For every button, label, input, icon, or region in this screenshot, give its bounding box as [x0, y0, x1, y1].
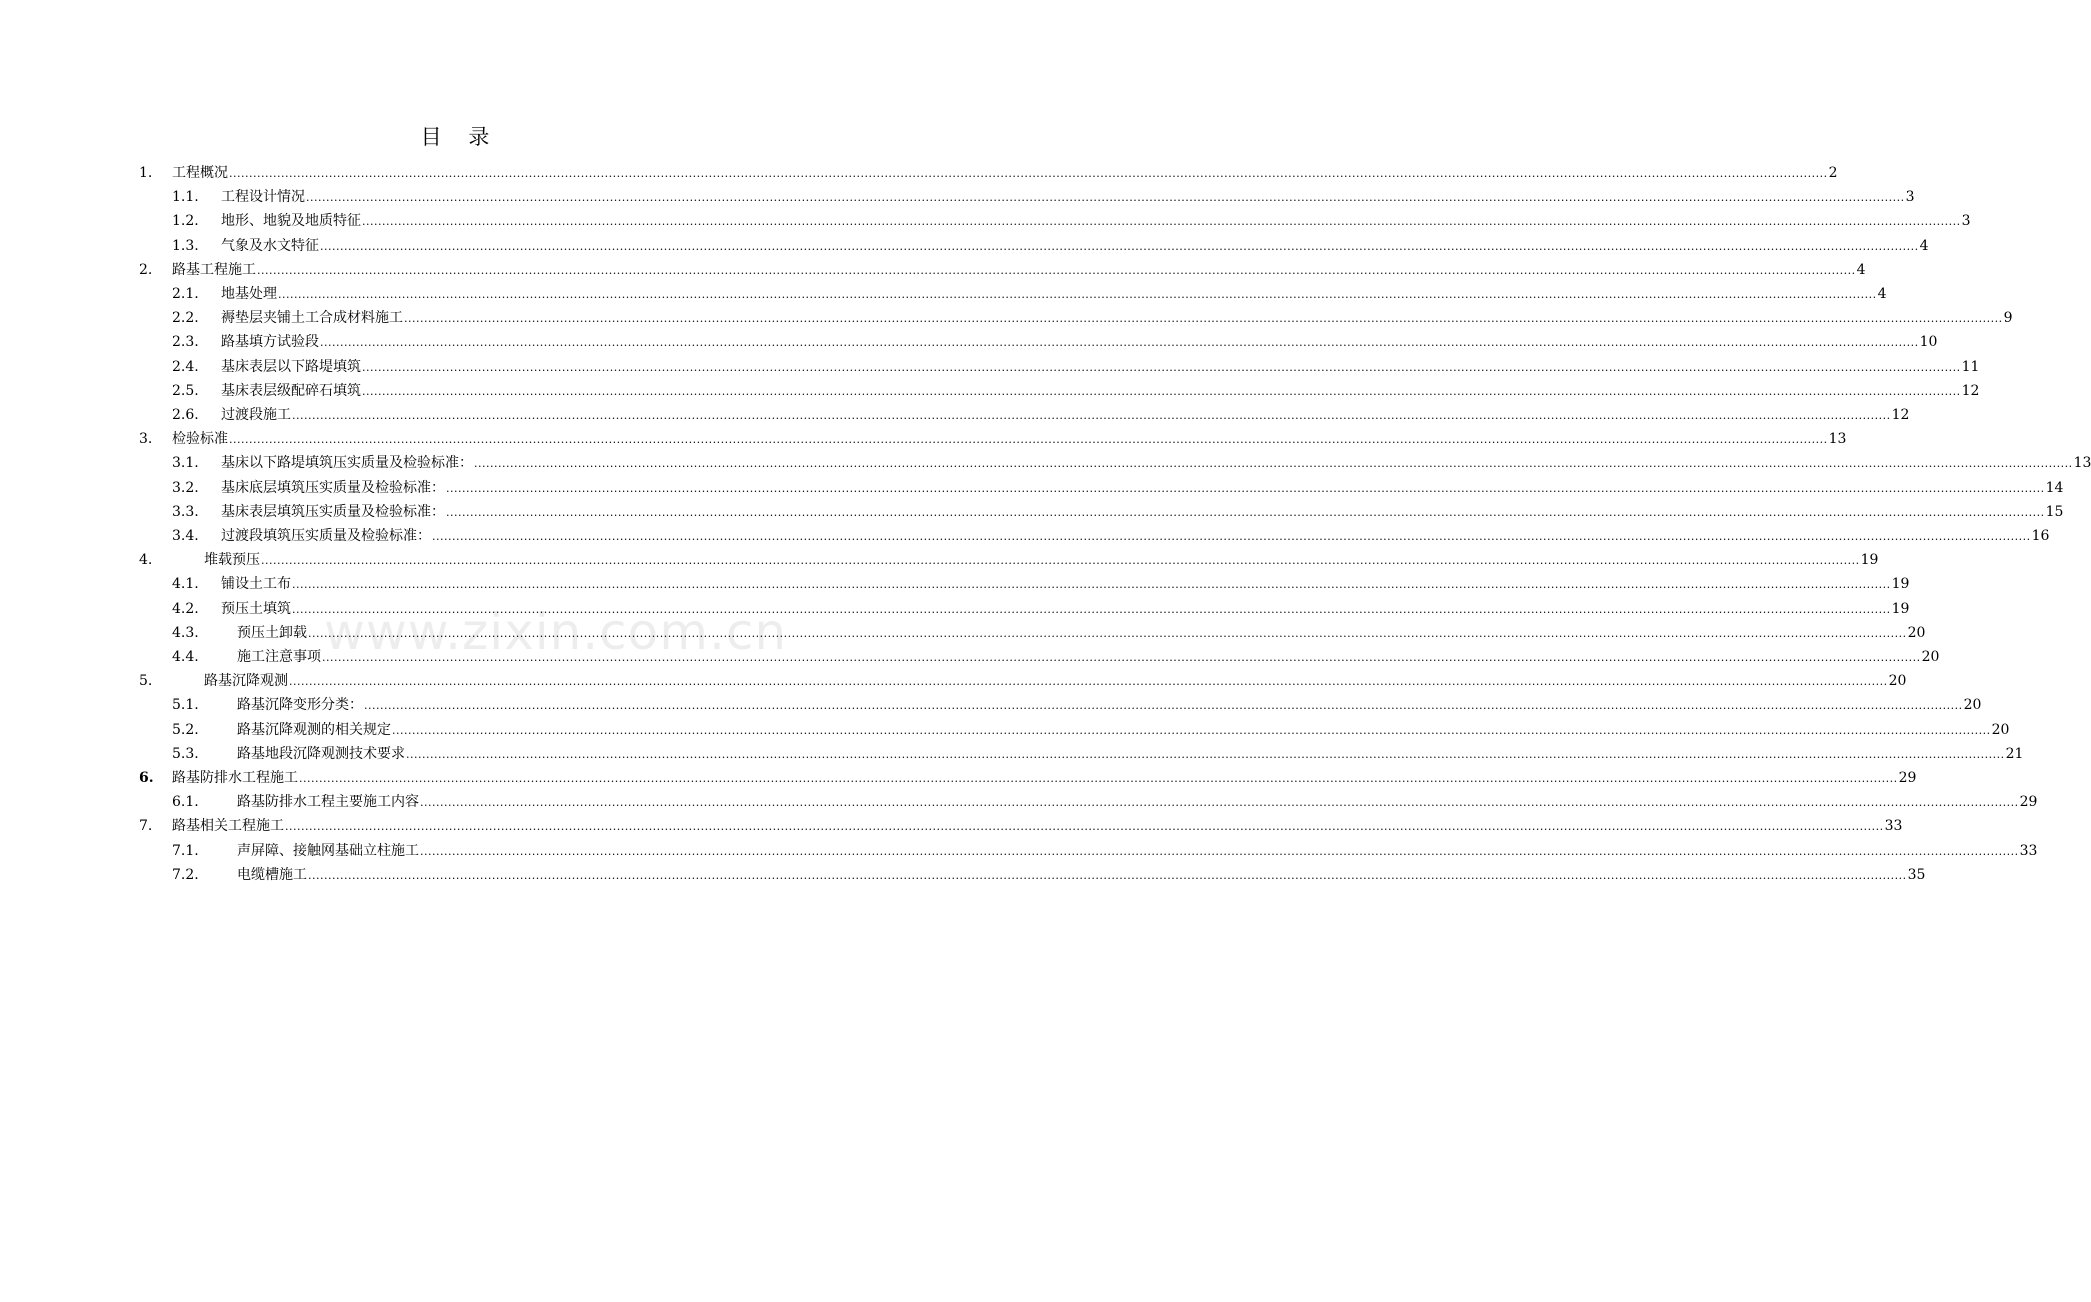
toc-entry[interactable] — [0, 427, 1847, 451]
toc-entry-number: 4.1. — [172, 576, 199, 593]
toc-entry-label[interactable] — [237, 621, 1926, 645]
toc-entry-text: 基床底层填筑压实质量及检验标准： — [221, 479, 445, 496]
toc-entry-number: 2.6. — [172, 407, 199, 423]
toc-entry-number: 2.1. — [172, 286, 199, 302]
toc-entry[interactable] — [0, 282, 1887, 306]
toc-entry-label[interactable] — [221, 572, 1910, 596]
toc-leader-dots: ................................................................................................................................................................................................................................................................................................................................................................................................................ — [362, 384, 1961, 398]
toc-entry-number: 7. — [139, 818, 153, 835]
toc-entry-text: 声屏障、接触网基础立柱施工 — [237, 842, 419, 859]
toc-entry-label[interactable] — [221, 500, 2064, 524]
toc-entry-number: 2.4. — [172, 358, 199, 375]
toc-entry-label[interactable] — [204, 548, 1879, 572]
toc-entry-text: 路基工程施工 — [172, 261, 256, 278]
toc-entry-text: 路基地段沉降观测技术要求 — [237, 745, 405, 762]
toc-entry-text: 气象及水文特征 — [221, 237, 319, 254]
toc-entry-text: 工程设计情况 — [221, 189, 305, 206]
toc-entry[interactable] — [0, 500, 2064, 524]
toc-entry[interactable] — [0, 306, 2013, 330]
toc-entry-label[interactable] — [237, 718, 2010, 742]
toc-entry-page: 10 — [1919, 334, 1938, 351]
toc-leader-dots: ................................................................................................................................................................................................................................................................................................................................................................................................................ — [362, 360, 1961, 374]
toc-leader-dots: ................................................................................................................................................................................................................................................................................................................................................................................................................ — [320, 239, 1919, 253]
toc-entry-text: 铺设土工布 — [221, 576, 291, 593]
toc-entry-text: 路基沉降变形分类： — [237, 697, 363, 714]
toc-leader-dots: ................................................................................................................................................................................................................................................................................................................................................................................................................ — [404, 312, 2003, 326]
toc-entry-label[interactable] — [221, 185, 1915, 209]
toc-entry-page: 19 — [1860, 552, 1879, 569]
toc-entry-label[interactable] — [221, 234, 1929, 258]
toc-entry-label[interactable] — [172, 427, 1847, 451]
toc-leader-dots: ................................................................................................................................................................................................................................................................................................................................................................................................................ — [278, 288, 1877, 301]
toc-entry-number: 1.3. — [172, 237, 199, 254]
toc-entry-number: 7.2. — [172, 866, 199, 883]
toc-entry[interactable] — [0, 693, 1982, 717]
toc-entry[interactable] — [0, 863, 1926, 887]
toc-entry-page: 20 — [1888, 673, 1907, 690]
toc-entry-page: 20 — [1963, 697, 1982, 714]
toc-entry-label[interactable] — [237, 839, 2038, 863]
toc-entry-label[interactable] — [172, 814, 1903, 838]
toc-entry[interactable] — [0, 330, 1938, 354]
toc-entry-text: 基床表层填筑压实质量及检验标准： — [221, 503, 445, 520]
toc-entry-label[interactable] — [221, 524, 2050, 548]
toc-entry-text: 路基防排水工程施工 — [172, 770, 298, 786]
toc-entry[interactable] — [0, 839, 2038, 863]
toc-leader-dots: ................................................................................................................................................................................................................................................................................................................................................................................................................ — [292, 578, 1891, 592]
toc-entry-text: 基床表层级配碎石填筑 — [221, 382, 361, 399]
toc-entry-number: 3.1. — [172, 455, 199, 472]
toc-entry-page: 14 — [2045, 479, 2064, 496]
toc-entry-page: 9 — [2003, 310, 2013, 327]
toc-entry-number: 3.3. — [172, 503, 199, 520]
toc-entry-text: 堆载预压 — [204, 552, 260, 569]
toc-entry-number: 6. — [139, 770, 154, 786]
toc-entry-page: 20 — [1907, 624, 1926, 641]
toc-entry-page: 4 — [1877, 286, 1887, 302]
toc-entry-label[interactable] — [221, 476, 2064, 500]
toc-entry-text: 工程概况 — [172, 165, 228, 181]
toc-entry-page: 3 — [1961, 213, 1971, 230]
toc-entry-page: 13 — [2073, 455, 2091, 472]
watermark: www.zixin.com.cn — [324, 603, 788, 661]
toc-leader-dots: ................................................................................................................................................................................................................................................................................................................................................................................................................ — [432, 530, 2031, 543]
toc-entry-label[interactable] — [221, 403, 1910, 427]
toc-entry-label[interactable] — [237, 790, 2038, 814]
toc-entry[interactable] — [0, 742, 2024, 766]
toc-entry-text: 地基处理 — [221, 286, 277, 302]
toc-leader-dots: ................................................................................................................................................................................................................................................................................................................................................................................................................ — [292, 602, 1891, 616]
toc-entry[interactable] — [0, 185, 1915, 209]
toc-entry-number: 4.2. — [172, 600, 199, 617]
toc-entry-page: 4 — [1919, 237, 1929, 254]
toc-entry-number: 2.2. — [172, 310, 199, 327]
toc-entry-label[interactable] — [221, 451, 2091, 475]
toc-entry-number: 5.1. — [172, 697, 199, 714]
toc-entry-number: 1.1. — [172, 189, 199, 206]
toc-entry-number: 4.3. — [172, 624, 199, 641]
toc-entry-page: 12 — [1891, 407, 1910, 423]
toc-entry-text: 施工注意事项 — [237, 649, 321, 665]
toc-entry-number: 7.1. — [172, 842, 199, 859]
toc-entry-page: 33 — [1884, 818, 1903, 835]
toc-entry-number: 3. — [139, 431, 153, 448]
toc-entry[interactable] — [0, 597, 1910, 621]
toc-entry-label[interactable] — [204, 669, 1907, 693]
toc-entry[interactable] — [0, 621, 1926, 645]
toc-entry-page: 12 — [1961, 382, 1980, 399]
toc-entry-label[interactable] — [221, 282, 1887, 306]
toc-entry[interactable] — [0, 718, 2010, 742]
toc-entry[interactable] — [0, 790, 2038, 814]
toc-entry-text: 路基沉降观测 — [204, 673, 288, 690]
toc-entry-text: 过渡段填筑压实质量及检验标准： — [221, 528, 431, 544]
toc-leader-dots: ................................................................................................................................................................................................................................................................................................................................................................................................................ — [320, 336, 1919, 350]
toc-entry[interactable] — [0, 524, 2050, 548]
toc-entry[interactable] — [0, 572, 1910, 596]
toc-entry-number: 2. — [139, 261, 153, 278]
toc-entry-number: 5.2. — [172, 721, 199, 738]
toc-entry-label[interactable] — [221, 306, 2013, 330]
toc-entry[interactable] — [0, 258, 1866, 282]
toc-entry[interactable] — [0, 209, 1971, 233]
toc-entry-text: 路基沉降观测的相关规定 — [237, 721, 391, 738]
toc-leader-dots: ................................................................................................................................................................................................................................................................................................................................................................................................................ — [362, 215, 1961, 229]
toc-entry-number: 1. — [139, 165, 153, 181]
toc-leader-dots: ................................................................................................................................................................................................................................................................................................................................................................................................................ — [306, 191, 1905, 205]
toc-entry[interactable] — [0, 669, 1907, 693]
toc-entry-label[interactable] — [221, 597, 1910, 621]
toc-leader-dots: ................................................................................................................................................................................................................................................................................................................................................................................................................ — [364, 699, 1963, 713]
toc-entry-label[interactable] — [221, 330, 1938, 354]
toc-entry[interactable] — [0, 476, 2064, 500]
toc-leader-dots: ................................................................................................................................................................................................................................................................................................................................................................................................................ — [229, 433, 1828, 447]
toc-entry-label[interactable] — [237, 693, 1982, 717]
toc-entry[interactable] — [0, 548, 1879, 572]
toc-entry-text: 路基填方试验段 — [221, 334, 319, 351]
toc-entry-number: 4. — [139, 552, 153, 569]
toc-entry-page: 4 — [1856, 261, 1866, 278]
toc-leader-dots: ................................................................................................................................................................................................................................................................................................................................................................................................................ — [474, 457, 2073, 471]
toc-leader-dots: ................................................................................................................................................................................................................................................................................................................................................................................................................ — [261, 554, 1860, 568]
toc-entry-label[interactable] — [221, 355, 1980, 379]
toc-entry-page: 29 — [1898, 770, 1917, 786]
toc-entry-text: 路基防排水工程主要施工内容 — [237, 794, 419, 811]
toc-title: 目 录 — [420, 125, 500, 149]
toc-entry-label[interactable] — [172, 258, 1866, 282]
toc-leader-dots: ................................................................................................................................................................................................................................................................................................................................................................................................................ — [446, 481, 2045, 495]
toc-entry-text: 预压土填筑 — [221, 600, 291, 617]
toc-entry[interactable] — [0, 161, 1838, 185]
toc-leader-dots: ................................................................................................................................................................................................................................................................................................................................................................................................................ — [406, 747, 2005, 761]
toc-entry-number: 2.5. — [172, 382, 199, 399]
toc-entry-page: 13 — [1828, 431, 1847, 448]
toc-entry-label[interactable] — [237, 645, 1940, 669]
toc-entry-number: 1.2. — [172, 213, 199, 230]
toc-leader-dots: ................................................................................................................................................................................................................................................................................................................................................................................................................ — [322, 651, 1921, 664]
toc-entry-label[interactable] — [221, 209, 1971, 233]
toc-leader-dots: ................................................................................................................................................................................................................................................................................................................................................................................................................ — [308, 868, 1907, 882]
toc-entry-page: 2 — [1828, 165, 1838, 181]
toc-leader-dots: ................................................................................................................................................................................................................................................................................................................................................................................................................ — [420, 844, 2019, 858]
toc-entry-text: 基床表层以下路堤填筑 — [221, 358, 361, 375]
toc-entry[interactable] — [0, 645, 1940, 669]
toc-entry[interactable] — [0, 814, 1903, 838]
toc-entry-page: 15 — [2045, 503, 2064, 520]
toc-entry-text: 预压土卸载 — [237, 624, 307, 641]
toc-entry-label[interactable] — [221, 379, 1980, 403]
toc-leader-dots: ................................................................................................................................................................................................................................................................................................................................................................................................................ — [299, 772, 1898, 785]
toc-entry-label[interactable] — [172, 161, 1838, 185]
toc-entry[interactable] — [0, 403, 1910, 427]
toc-entry-text: 地形、地貌及地质特征 — [221, 213, 361, 230]
toc-entry-number: 5.3. — [172, 745, 199, 762]
toc-leader-dots: ................................................................................................................................................................................................................................................................................................................................................................................................................ — [446, 505, 2045, 519]
toc-entry-page: 20 — [1991, 721, 2010, 738]
toc-entry-label[interactable] — [237, 742, 2024, 766]
toc-entry[interactable] — [0, 379, 1980, 403]
toc-entry[interactable] — [0, 355, 1980, 379]
toc-entry-page: 16 — [2031, 528, 2050, 544]
toc-leader-dots: ................................................................................................................................................................................................................................................................................................................................................................................................................ — [285, 820, 1884, 834]
toc-entry-text: 检验标准 — [172, 431, 228, 448]
toc-entry-text: 路基相关工程施工 — [172, 818, 284, 835]
toc-leader-dots: ................................................................................................................................................................................................................................................................................................................................................................................................................ — [308, 626, 1907, 640]
toc-entry-page: 19 — [1891, 576, 1910, 593]
toc-entry-page: 29 — [2019, 794, 2038, 811]
toc-entry-page: 19 — [1891, 600, 1910, 617]
toc-leader-dots: ................................................................................................................................................................................................................................................................................................................................................................................................................ — [289, 675, 1888, 689]
toc-entry-label[interactable] — [237, 863, 1926, 887]
toc-entry[interactable] — [0, 451, 2091, 475]
toc-leader-dots: ................................................................................................................................................................................................................................................................................................................................................................................................................ — [420, 796, 2019, 810]
toc-entry-text: 基床以下路堤填筑压实质量及检验标准： — [221, 455, 473, 472]
toc-leader-dots: ................................................................................................................................................................................................................................................................................................................................................................................................................ — [229, 167, 1828, 180]
toc-entry-text: 褥垫层夹铺土工合成材料施工 — [221, 310, 403, 327]
toc-entry-page: 33 — [2019, 842, 2038, 859]
toc-entry-page: 21 — [2005, 745, 2024, 762]
toc-entry[interactable] — [0, 766, 1917, 790]
toc-entry-number: 3.2. — [172, 479, 199, 496]
toc-leader-dots: ................................................................................................................................................................................................................................................................................................................................................................................................................ — [392, 723, 1991, 737]
toc-entry-text: 过渡段施工 — [221, 407, 291, 423]
toc-entry-page: 3 — [1905, 189, 1915, 206]
toc-entry-number: 4.4. — [172, 649, 199, 665]
toc-entry-page: 11 — [1961, 358, 1980, 375]
toc-leader-dots: ................................................................................................................................................................................................................................................................................................................................................................................................................ — [257, 263, 1856, 277]
toc-entry-number: 6.1. — [172, 794, 199, 811]
toc-entry-text: 电缆槽施工 — [237, 866, 307, 883]
toc-entry-number: 2.3. — [172, 334, 199, 351]
toc-entry-number: 3.4. — [172, 528, 199, 544]
toc-leader-dots: ................................................................................................................................................................................................................................................................................................................................................................................................................ — [292, 409, 1891, 422]
toc-entry-page: 35 — [1907, 866, 1926, 883]
toc-entry[interactable] — [0, 234, 1929, 258]
toc-entry-number: 5. — [139, 673, 153, 690]
toc-entry-label[interactable] — [172, 766, 1917, 790]
toc-entry-page: 20 — [1921, 649, 1940, 665]
